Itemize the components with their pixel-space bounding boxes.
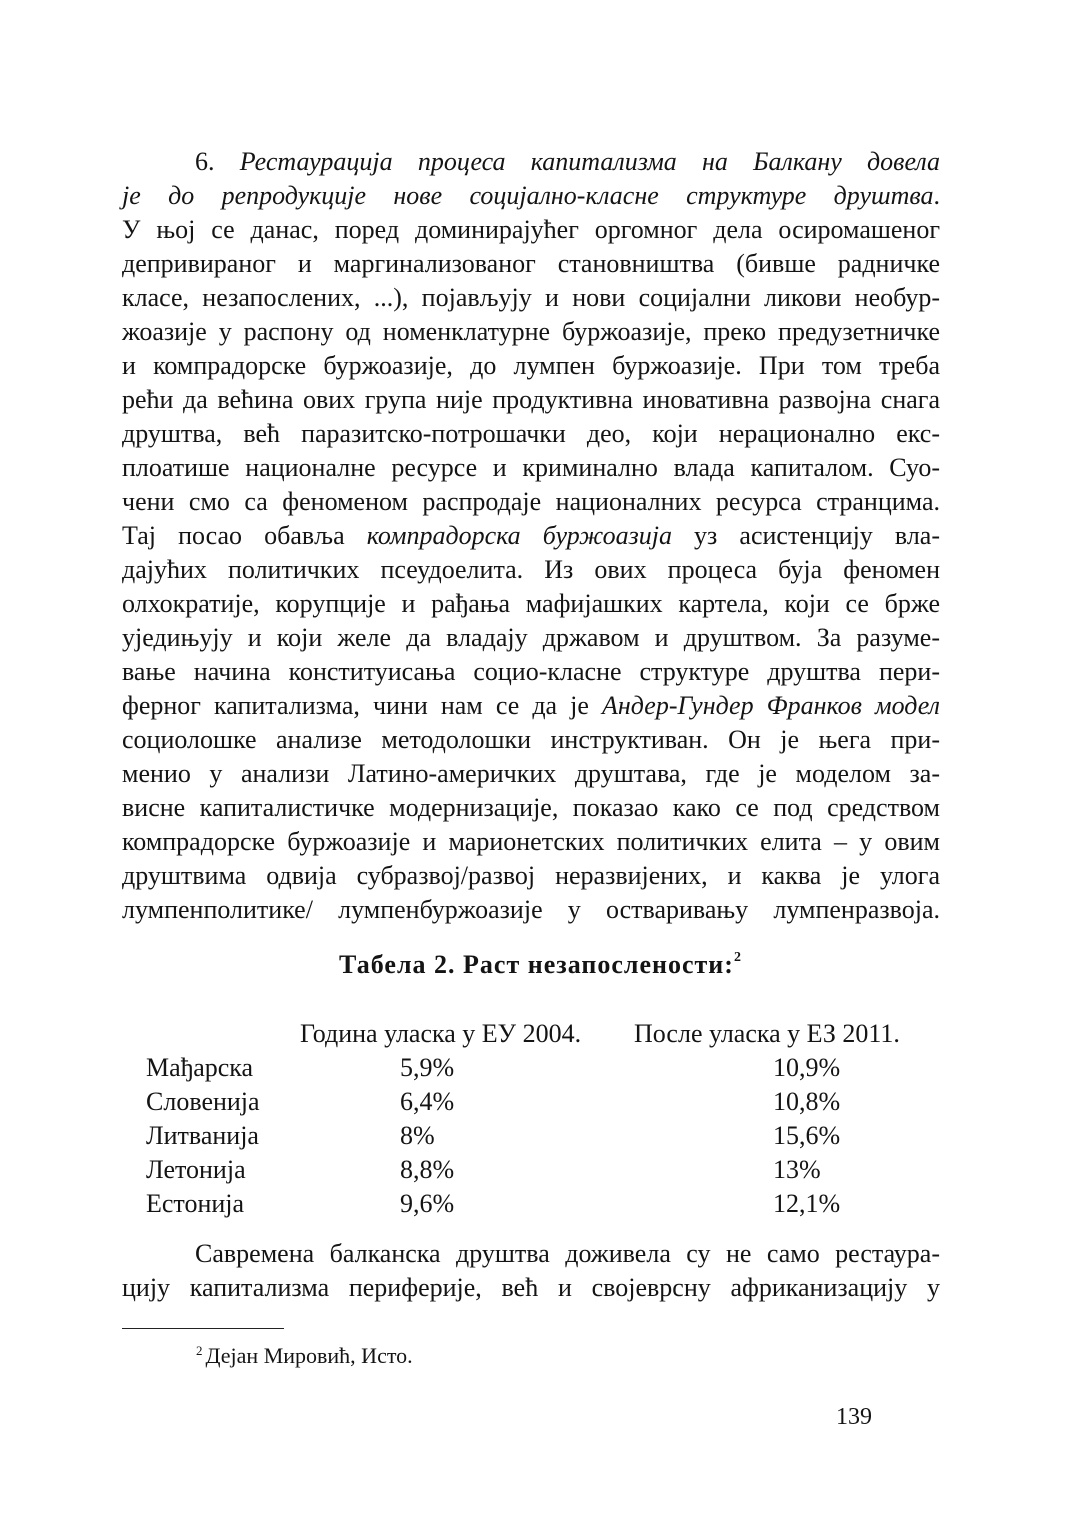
table-cell-value: 8% (400, 1121, 435, 1150)
text-line: жоазије у распону од номенклатурне буржоазије, преко предузетничке (122, 317, 940, 346)
table-cell-value: 12,1% (773, 1189, 841, 1218)
text-line: вање начина конституисања социо-класне структуре друштва пери- (122, 657, 940, 686)
column-header: После уласка у ЕЗ 2011. (634, 1019, 900, 1048)
footnote-reference: 2 (733, 950, 741, 965)
text-span: уз асистенцију вла- (671, 521, 941, 550)
footnote (196, 1336, 413, 1371)
table-title-suffix: : (724, 950, 734, 979)
italic-text: Андер-Гундер Франков модел (602, 691, 940, 720)
table-cell-value: 8,8% (400, 1155, 455, 1184)
footnote-text: Дејан Мировић, Исто. (205, 1343, 413, 1368)
text-line: лумпенполитике/ лумпенбуржоазије у остваривању лумпенразвоја. (122, 895, 940, 924)
italic-text: компрадорска буржоазија (366, 521, 672, 550)
italic-text: је до репродукције нове социјално-класне структуре друштва (122, 181, 934, 210)
page-number: 139 (836, 1404, 872, 1430)
footnote-divider (122, 1328, 284, 1329)
text-line: висне капиталистичке модернизације, показао како се под средством (122, 793, 940, 822)
text-line: менио у анализи Латино-америчких друштава, где је моделом за- (122, 759, 940, 788)
italic-text: Рестаурација процеса капитализма на Балкану довела (239, 147, 941, 176)
text-line: У њој се данас, поред доминирајућег оргомног дела осиромашеног (122, 215, 940, 244)
text-line: депривираног и маргинализованог становништва (бивше радничке (122, 249, 940, 278)
table-cell-value: 6,4% (400, 1087, 455, 1116)
table-title (0, 950, 1080, 980)
table-cell-country: Словенија (146, 1087, 260, 1116)
text-line: класе, незапослених, ...), појављују и нови социјални ликови необур- (122, 283, 940, 312)
text-line: друштва, већ паразитско-потрошачки део, који нерационално екс- (122, 419, 940, 448)
table-title-text: Табела 2. Раст незапослености (339, 950, 725, 979)
table-cell-value: 13% (773, 1155, 821, 1184)
table-cell-value: 5,9% (400, 1053, 455, 1082)
text-line: друштвима одвија субразвој/развој неразвијених, и каква је улога (122, 861, 940, 890)
text-line (195, 146, 940, 178)
text-line (122, 520, 940, 552)
column-header: Година уласка у ЕУ 2004. (300, 1019, 582, 1048)
text-line: олхократије, корупције и рађања мафијашких картела, који се брже (122, 589, 940, 618)
table-cell-value: 9,6% (400, 1189, 455, 1218)
text-span: Тај посао обавља (122, 521, 367, 550)
text-line (122, 690, 940, 722)
table-cell-value: 15,6% (773, 1121, 841, 1150)
text-span: ферног капитализма, чини нам се да је (122, 691, 603, 720)
table-cell-country: Естонија (146, 1189, 245, 1218)
text-line: рећи да већина ових група није продуктивна иновативна развојна снага (122, 385, 940, 414)
text-line: чени смо са феноменом распродаје националних ресурса странцима. (122, 487, 940, 516)
text-line: Савремена балканска друштва доживела су не само рестаура- (195, 1239, 940, 1268)
table-cell-country: Мађарска (146, 1053, 254, 1082)
text-line: дајућих политичких псеудоелита. Из ових процеса буја феномен (122, 555, 940, 584)
text-line: социолошке анализе методолошки инструктиван. Он је њега при- (122, 725, 940, 754)
text-line: цију капитализма периферије, већ и својеврсну африканизацију у (122, 1273, 940, 1302)
text-span: . (933, 181, 940, 210)
text-line (122, 180, 940, 212)
text-line: уједињују и који желе да владају државом и друштвом. За разуме- (122, 623, 940, 652)
table-cell-value: 10,9% (773, 1053, 841, 1082)
text-line: и компрадорске буржоазије, до лумпен буржоазије. При том треба (122, 351, 940, 380)
footnote-number: 2 (196, 1343, 203, 1358)
table-cell-country: Летонија (146, 1155, 246, 1184)
text-line: компрадорске буржоазије и марионетских политичких елита – у овим (122, 827, 940, 856)
table-cell-country: Литванија (146, 1121, 259, 1150)
text-span: 6. (195, 147, 240, 176)
table-cell-value: 10,8% (773, 1087, 841, 1116)
text-line: плоатише националне ресурсе и криминално влада капиталом. Суо- (122, 453, 940, 482)
